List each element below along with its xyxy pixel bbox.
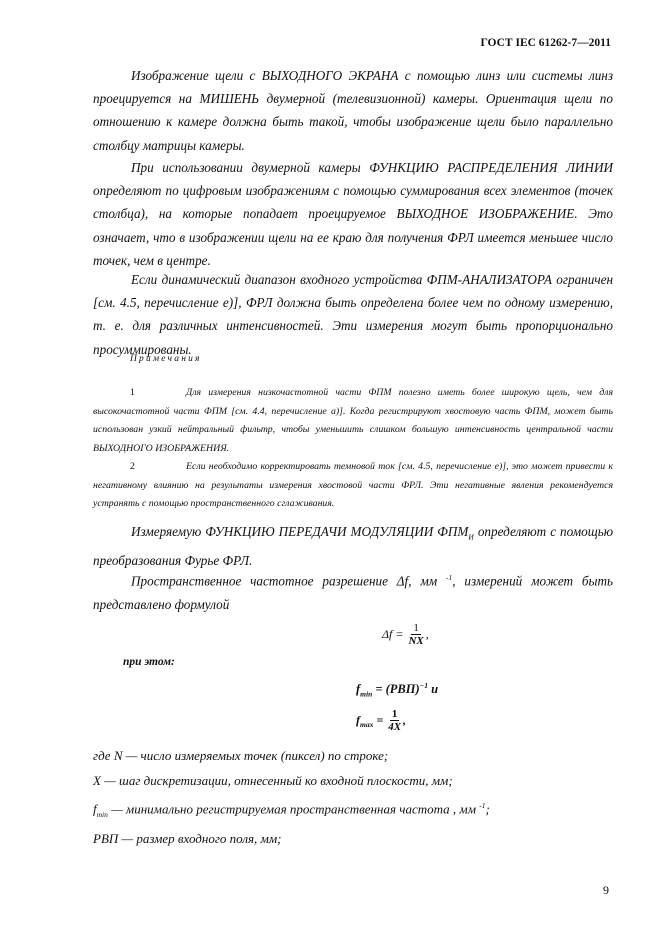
definition-n: где N — число измеряемых точек (пиксел) по строке; xyxy=(93,748,389,763)
subscript: min xyxy=(96,809,108,819)
paragraph-text: При использовании двумерной камеры ФУНКЦИЮ РАСПРЕДЕЛЕНИЯ ЛИНИИ определяют по цифровым изображениям с помощью суммирования всех элементов (точек столбца), на которые попадает проецируемое ВЫХОДНОЕ ИЗОБРАЖЕНИЕ. Это означает, что в изображении щели на ее краю для получения ФРЛ имеется меньшее число точек, чем в центре. xyxy=(93,160,613,268)
formula-delta-f xyxy=(382,622,429,648)
paragraph-text: определяют с помощью преобразования Фурье ФРЛ. xyxy=(93,524,613,568)
note-number: 1 xyxy=(130,387,135,398)
note-text: Для измерения низкочастотной части ФПМ полезно иметь более широкую щель, чем для высокочастотной части ФПМ [см. 4.4, перечисление а)]. Когда регистрируют хвостовую часть ФПМ, может быть использован узкий нейтральный фильтр, чтобы уменьшить слишком большую интенсивность центральной части ВЫХОДНОГО ИЗОБРАЖЕНИЯ. xyxy=(93,387,613,454)
definition-rvp: РВП — размер входного поля, мм; xyxy=(93,831,282,847)
paragraph-text: Пространственное частотное разрешение xyxy=(131,573,397,589)
note-text: Если необходимо корректировать темновой ток [см. 4.5, перечисление е)], это может привести к негативному влиянию на результаты измерения хвостовой части ФРЛ. Эти негативные явления рекомендуется устранять с помощью пространственного сглаживания. xyxy=(93,461,613,510)
note-number: 2 xyxy=(130,461,135,472)
math-symbol: Δf xyxy=(396,573,409,589)
definitions-list xyxy=(93,744,490,852)
paragraph-text: Если динамический диапазон входного устройства ФПМ-АНАЛИЗАТОРА ограничен [см. 4.5, перечисление е)], ФРЛ должна быть определена более чем по одному измерению, т. е. для различных интенсивностей. Эти измерения могут быть пропорционально просуммированы. xyxy=(93,272,613,357)
formula-punct: , xyxy=(425,626,429,641)
formula-fmax xyxy=(356,708,406,734)
fraction xyxy=(386,708,403,734)
paragraph-line-spread-function xyxy=(93,156,613,272)
formula-eq: = xyxy=(373,712,384,727)
notes-heading: Примечания xyxy=(130,354,202,364)
fraction-numerator: 1 xyxy=(391,708,398,720)
page-number: 9 xyxy=(603,883,609,897)
formula-fmin xyxy=(356,681,438,699)
definition-fmin xyxy=(93,794,490,828)
paragraph-text: , мм xyxy=(408,573,447,589)
fraction-numerator: 1 xyxy=(413,622,419,634)
paragraph-text: Измеряемую ФУНКЦИЮ ПЕРЕДАЧИ МОДУЛЯЦИИ ФПМ xyxy=(131,524,469,539)
fraction xyxy=(406,622,425,648)
formula-lhs: Δf = xyxy=(382,626,404,641)
formula-conjunction: и xyxy=(427,682,439,697)
formula-lhs: f xyxy=(356,712,360,727)
note-item xyxy=(93,458,613,514)
formula-lhs: f xyxy=(356,682,361,697)
paragraph-frequency-resolution xyxy=(93,566,613,616)
definition-punct: ; xyxy=(485,800,490,816)
formula-rhs: = (РВП) xyxy=(372,682,420,697)
definition-x: X — шаг дискретизации, отнесенный ко входной плоскости, мм; xyxy=(93,772,453,788)
fraction-denominator: NX xyxy=(408,635,424,647)
subscript: max xyxy=(360,720,374,730)
subscript: min xyxy=(360,689,373,699)
where-label: при этом: xyxy=(123,656,175,668)
paragraph-text: Изображение щели с ВЫХОДНОГО ЭКРАНА с помощью линз или системы линз проецируется на МИШЕНЬ двумерной (телевизионной) камеры. Ориентация щели по отношению к камере должна быть такой, чтобы изображение щели было параллельно столбцу матрицы камеры. xyxy=(93,68,613,153)
paragraph-mtf xyxy=(93,520,613,572)
superscript: −1 xyxy=(419,681,428,690)
note-item xyxy=(93,384,613,458)
superscript: -1 xyxy=(479,800,486,810)
superscript: -1 xyxy=(446,573,453,582)
math-symbol: f xyxy=(93,800,97,816)
subscript: И xyxy=(468,532,474,542)
fraction-denominator: 4X xyxy=(388,721,402,733)
formula-punct: , xyxy=(403,712,407,727)
paragraph-dynamic-range xyxy=(93,268,613,361)
standard-header: ГОСТ IEC 61262-7—2011 xyxy=(480,37,611,49)
paragraph-text: , измерений может быть представлено формулой xyxy=(93,573,614,612)
definition-text: — минимально регистрируемая пространственная частота , мм xyxy=(107,800,480,816)
paragraph-slit-projection xyxy=(93,64,613,157)
